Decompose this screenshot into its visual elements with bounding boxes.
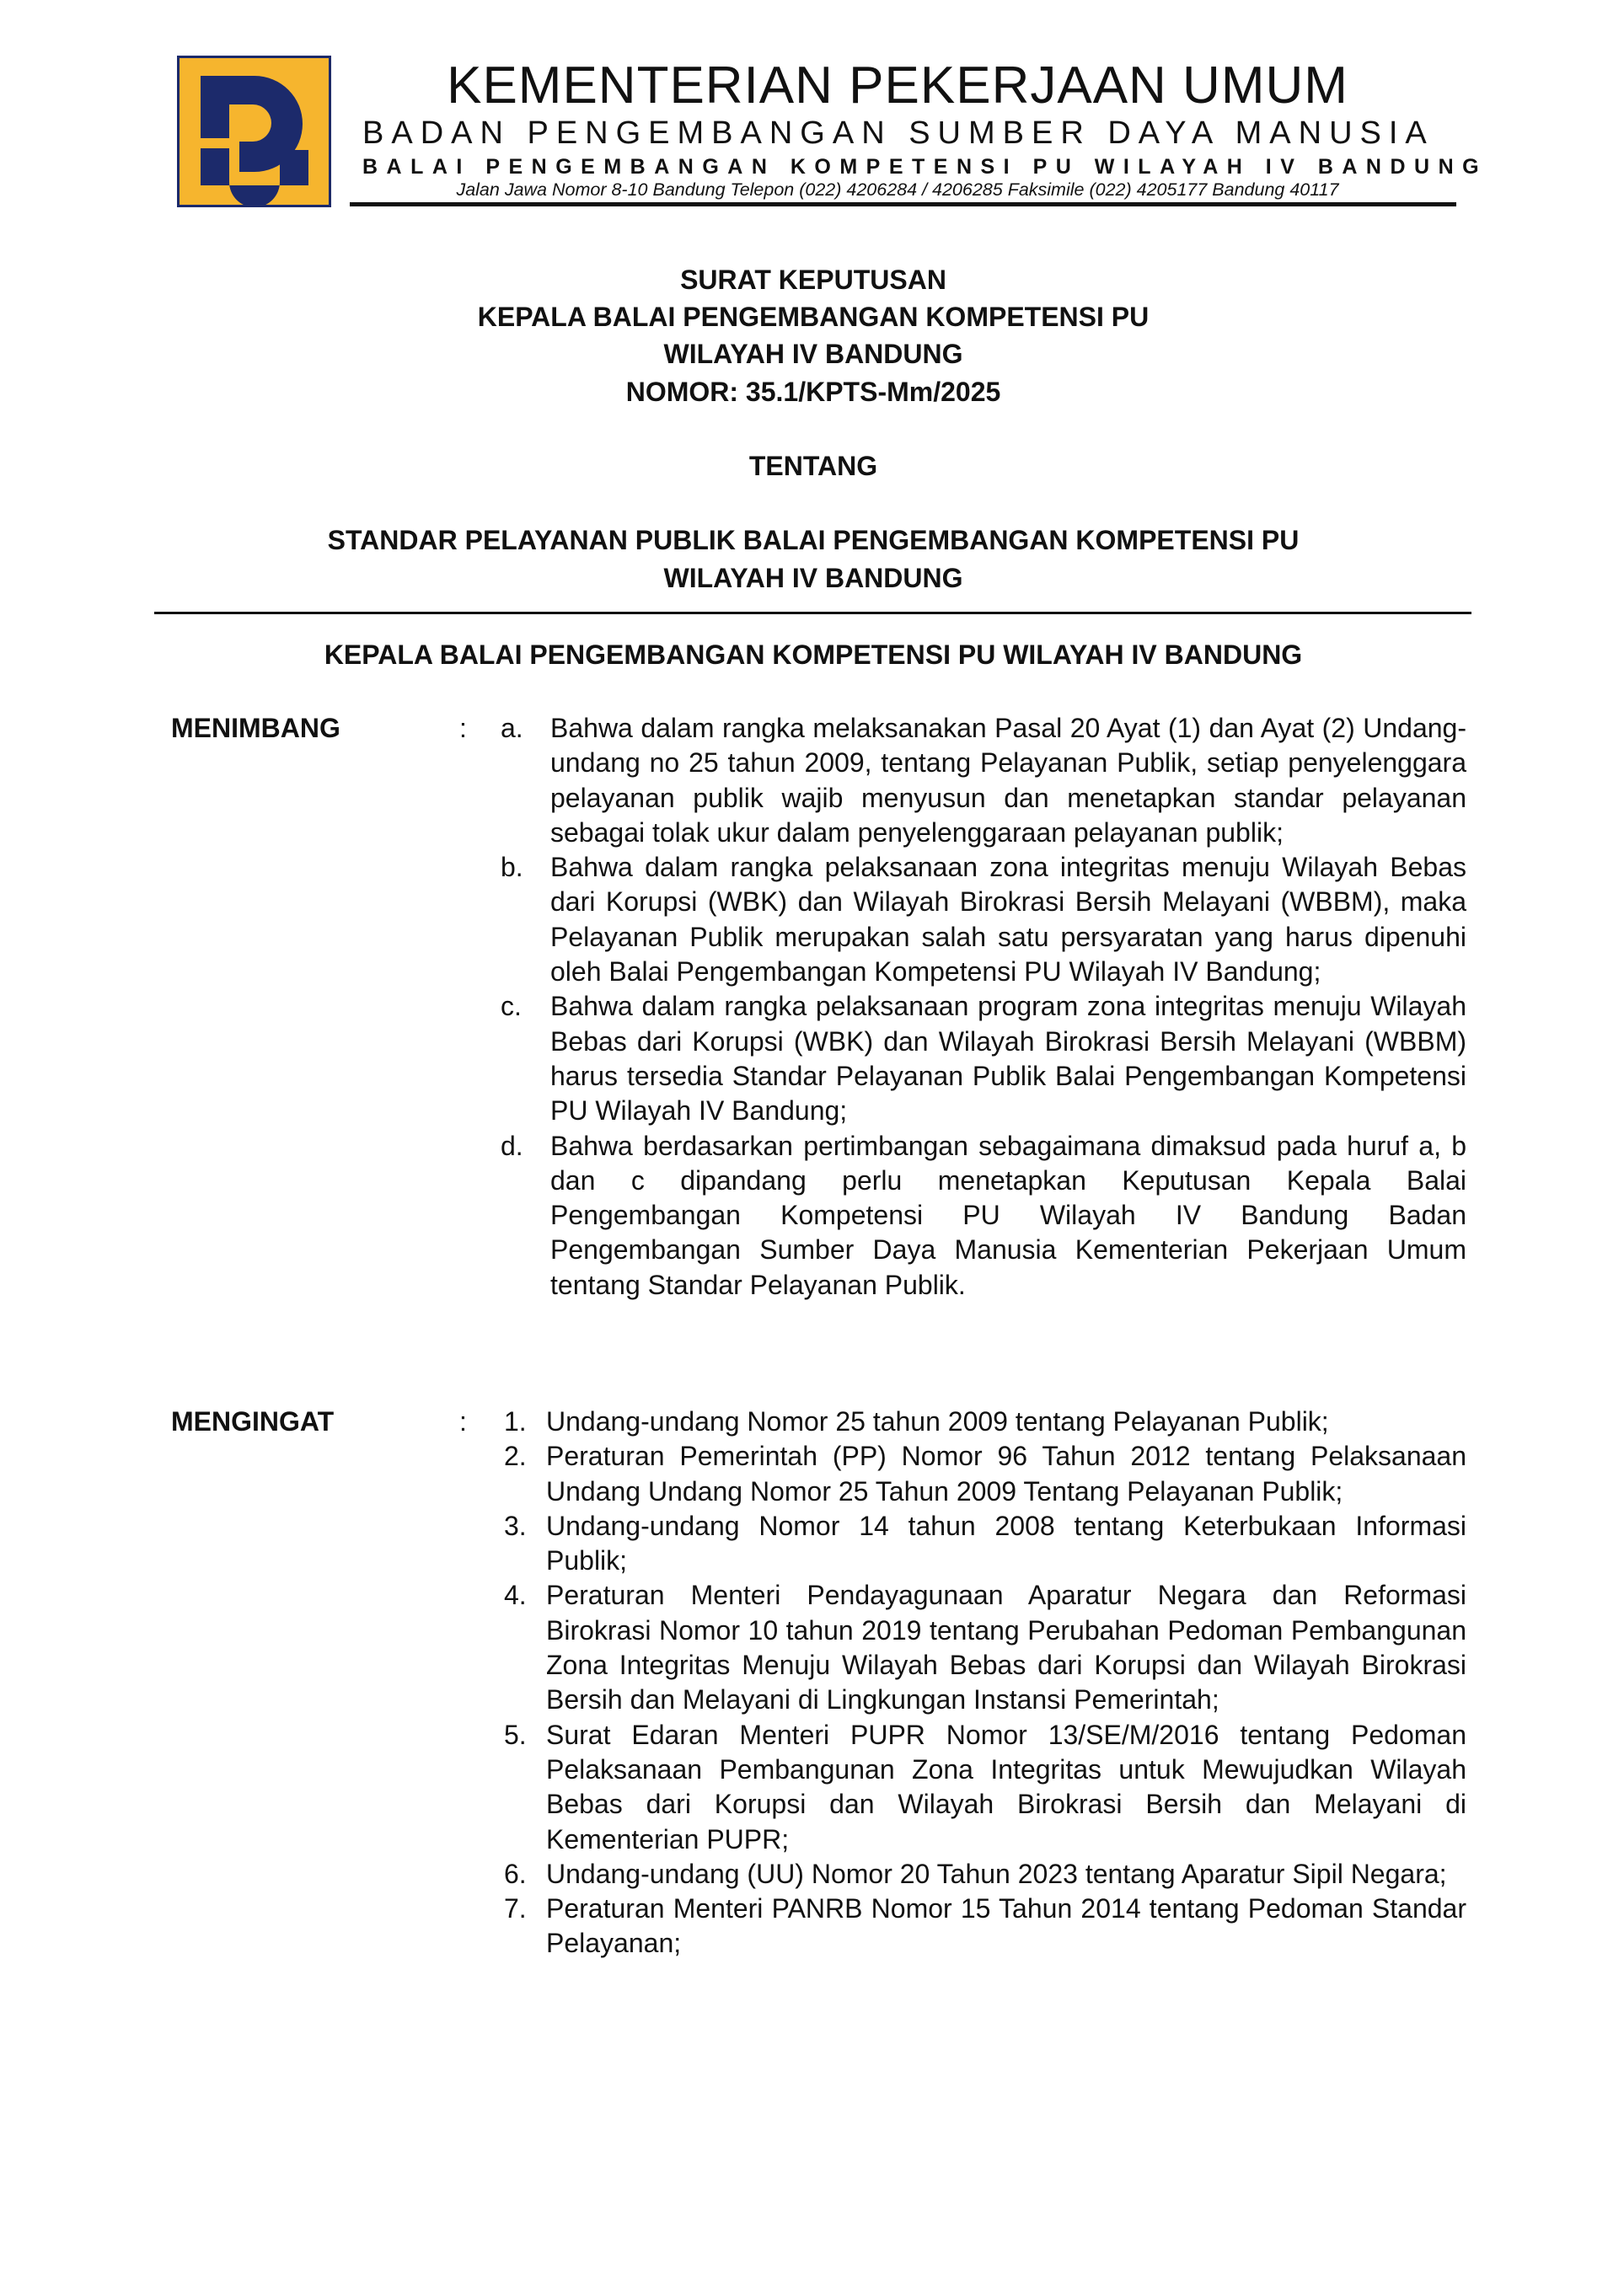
item-text: Peraturan Menteri PANRB Nomor 15 Tahun 2014 tentang Pedoman Standar Pelayanan; [546, 1893, 1466, 1959]
mengingat-item [489, 1578, 1466, 1717]
title-divider [154, 612, 1471, 614]
letterhead-office: BALAI PENGEMBANGAN KOMPETENSI PU WILAYAH IV BANDUNG [362, 155, 1488, 179]
mengingat-item [489, 1892, 1466, 1962]
item-text: Undang-undang (UU) Nomor 20 Tahun 2023 tentang Aparatur Sipil Negara; [546, 1858, 1447, 1889]
mengingat-label: MENGINGAT [171, 1406, 335, 1437]
mengingat-colon: : [459, 1406, 467, 1437]
subject-line2: WILAYAH IV BANDUNG [663, 563, 963, 593]
mengingat-item [489, 1405, 1466, 1439]
issuer-heading: KEPALA BALAI PENGEMBANGAN KOMPETENSI PU WILAYAH IV BANDUNG [324, 640, 1303, 670]
tentang-heading: TENTANG [748, 451, 878, 481]
item-text: Peraturan Menteri Pendayagunaan Aparatur Negara dan Reformasi Birokrasi Nomor 10 tahun 2019 tentang Perubahan Pedoman Pembangunan Zona Integritas Menuju Wilayah Bebas dari Korupsi dan Wilayah Birokrasi Bersih dan Melayani di Lingkungan Instansi Pemerintah; [546, 1580, 1466, 1715]
item-marker: 2. [504, 1441, 527, 1472]
item-text: Peraturan Pemerintah (PP) Nomor 96 Tahun 2012 tentang Pelaksanaan Undang Undang Nomor 25 Tahun 2009 Tentang Pelayanan Publik; [546, 1441, 1466, 1507]
letterhead-ministry: KEMENTERIAN PEKERJAAN UMUM [447, 56, 1348, 115]
item-marker: 7. [504, 1893, 527, 1924]
item-text: Undang-undang Nomor 25 tahun 2009 tentang Pelayanan Publik; [546, 1406, 1329, 1437]
item-text: Bahwa dalam rangka pelaksanaan program zona integritas menuju Wilayah Bebas dari Korupsi (WBK) dan Wilayah Birokrasi Bersih Melayani (WBBM) harus tersedia Standar Pelayanan Publik Balai Pengembangan Kompetensi PU Wilayah IV Bandung; [550, 991, 1466, 1127]
mengingat-item [489, 1718, 1466, 1857]
item-text: Surat Edaran Menteri PUPR Nomor 13/SE/M/2016 tentang Pedoman Pelaksanaan Pembangunan Zona Integritas untuk Mewujudkan Wilayah Bebas dari Korupsi dan Wilayah Birokrasi Bersih dan Melayani di Kementerian PUPR; [546, 1719, 1466, 1854]
item-marker: b. [501, 852, 523, 883]
menimbang-colon: : [459, 713, 467, 743]
mengingat-item [489, 1857, 1466, 1892]
menimbang-item [489, 1129, 1466, 1303]
menimbang-label: MENIMBANG [171, 713, 340, 743]
subject-line1: STANDAR PELAYANAN PUBLIK BALAI PENGEMBANGAN KOMPETENSI PU [327, 525, 1300, 555]
item-marker: 4. [504, 1580, 527, 1611]
decree-number: NOMOR: 35.1/KPTS-Mm/2025 [625, 377, 1001, 407]
menimbang-item [489, 989, 1466, 1128]
item-marker: a. [501, 713, 523, 743]
item-text: Bahwa dalam rangka pelaksanaan zona integritas menuju Wilayah Bebas dari Korupsi (WBK) dan Wilayah Birokrasi Bersih Melayani (WBBM), maka Pelayanan Publik merupakan salah satu persyaratan yang harus dipenuhi oleh Balai Pengembangan Kompetensi PU Wilayah IV Bandung; [550, 852, 1466, 987]
pu-logo-icon [177, 56, 331, 207]
item-marker: 5. [504, 1719, 527, 1750]
item-text: Bahwa dalam rangka melaksanakan Pasal 20 Ayat (1) dan Ayat (2) Undang-undang no 25 tahun 2009, tentang Pelayanan Publik, setiap penyelenggara pelayanan publik wajib menyusun dan menetapkan standar pelayanan sebagai tolak ukur dalam penyelenggaraan pelayanan publik; [550, 713, 1466, 848]
item-marker: 1. [504, 1406, 527, 1437]
mengingat-list [489, 1405, 1466, 1962]
item-marker: c. [501, 991, 522, 1022]
item-marker: 3. [504, 1510, 527, 1541]
menimbang-list [489, 711, 1466, 1303]
mengingat-item [489, 1439, 1466, 1509]
menimbang-item [489, 850, 1466, 989]
item-marker: d. [501, 1130, 523, 1161]
item-text: Undang-undang Nomor 14 tahun 2008 tentang Keterbukaan Informasi Publik; [546, 1510, 1466, 1576]
decree-title: SURAT KEPUTUSAN [680, 265, 946, 295]
letterhead-divider [350, 202, 1456, 206]
decree-title-line3: WILAYAH IV BANDUNG [663, 339, 963, 369]
letterhead-agency: BADAN PENGEMBANGAN SUMBER DAYA MANUSIA [362, 115, 1434, 151]
item-marker: 6. [504, 1858, 527, 1889]
menimbang-item [489, 711, 1466, 850]
decree-title-line2: KEPALA BALAI PENGEMBANGAN KOMPETENSI PU [477, 302, 1150, 332]
letterhead-address: Jalan Jawa Nomor 8-10 Bandung Telepon (022) 4206284 / 4206285 Faksimile (022) 4205177 Bandung 40117 [456, 179, 1339, 200]
mengingat-item [489, 1509, 1466, 1579]
item-text: Bahwa berdasarkan pertimbangan sebagaimana dimaksud pada huruf a, b dan c dipandang perlu menetapkan Keputusan Kepala Balai Pengembangan Kompetensi PU Wilayah IV Bandung Badan Pengembangan Sumber Daya Manusia Kementerian Pekerjaan Umum tentang Standar Pelayanan Publik. [550, 1130, 1466, 1300]
